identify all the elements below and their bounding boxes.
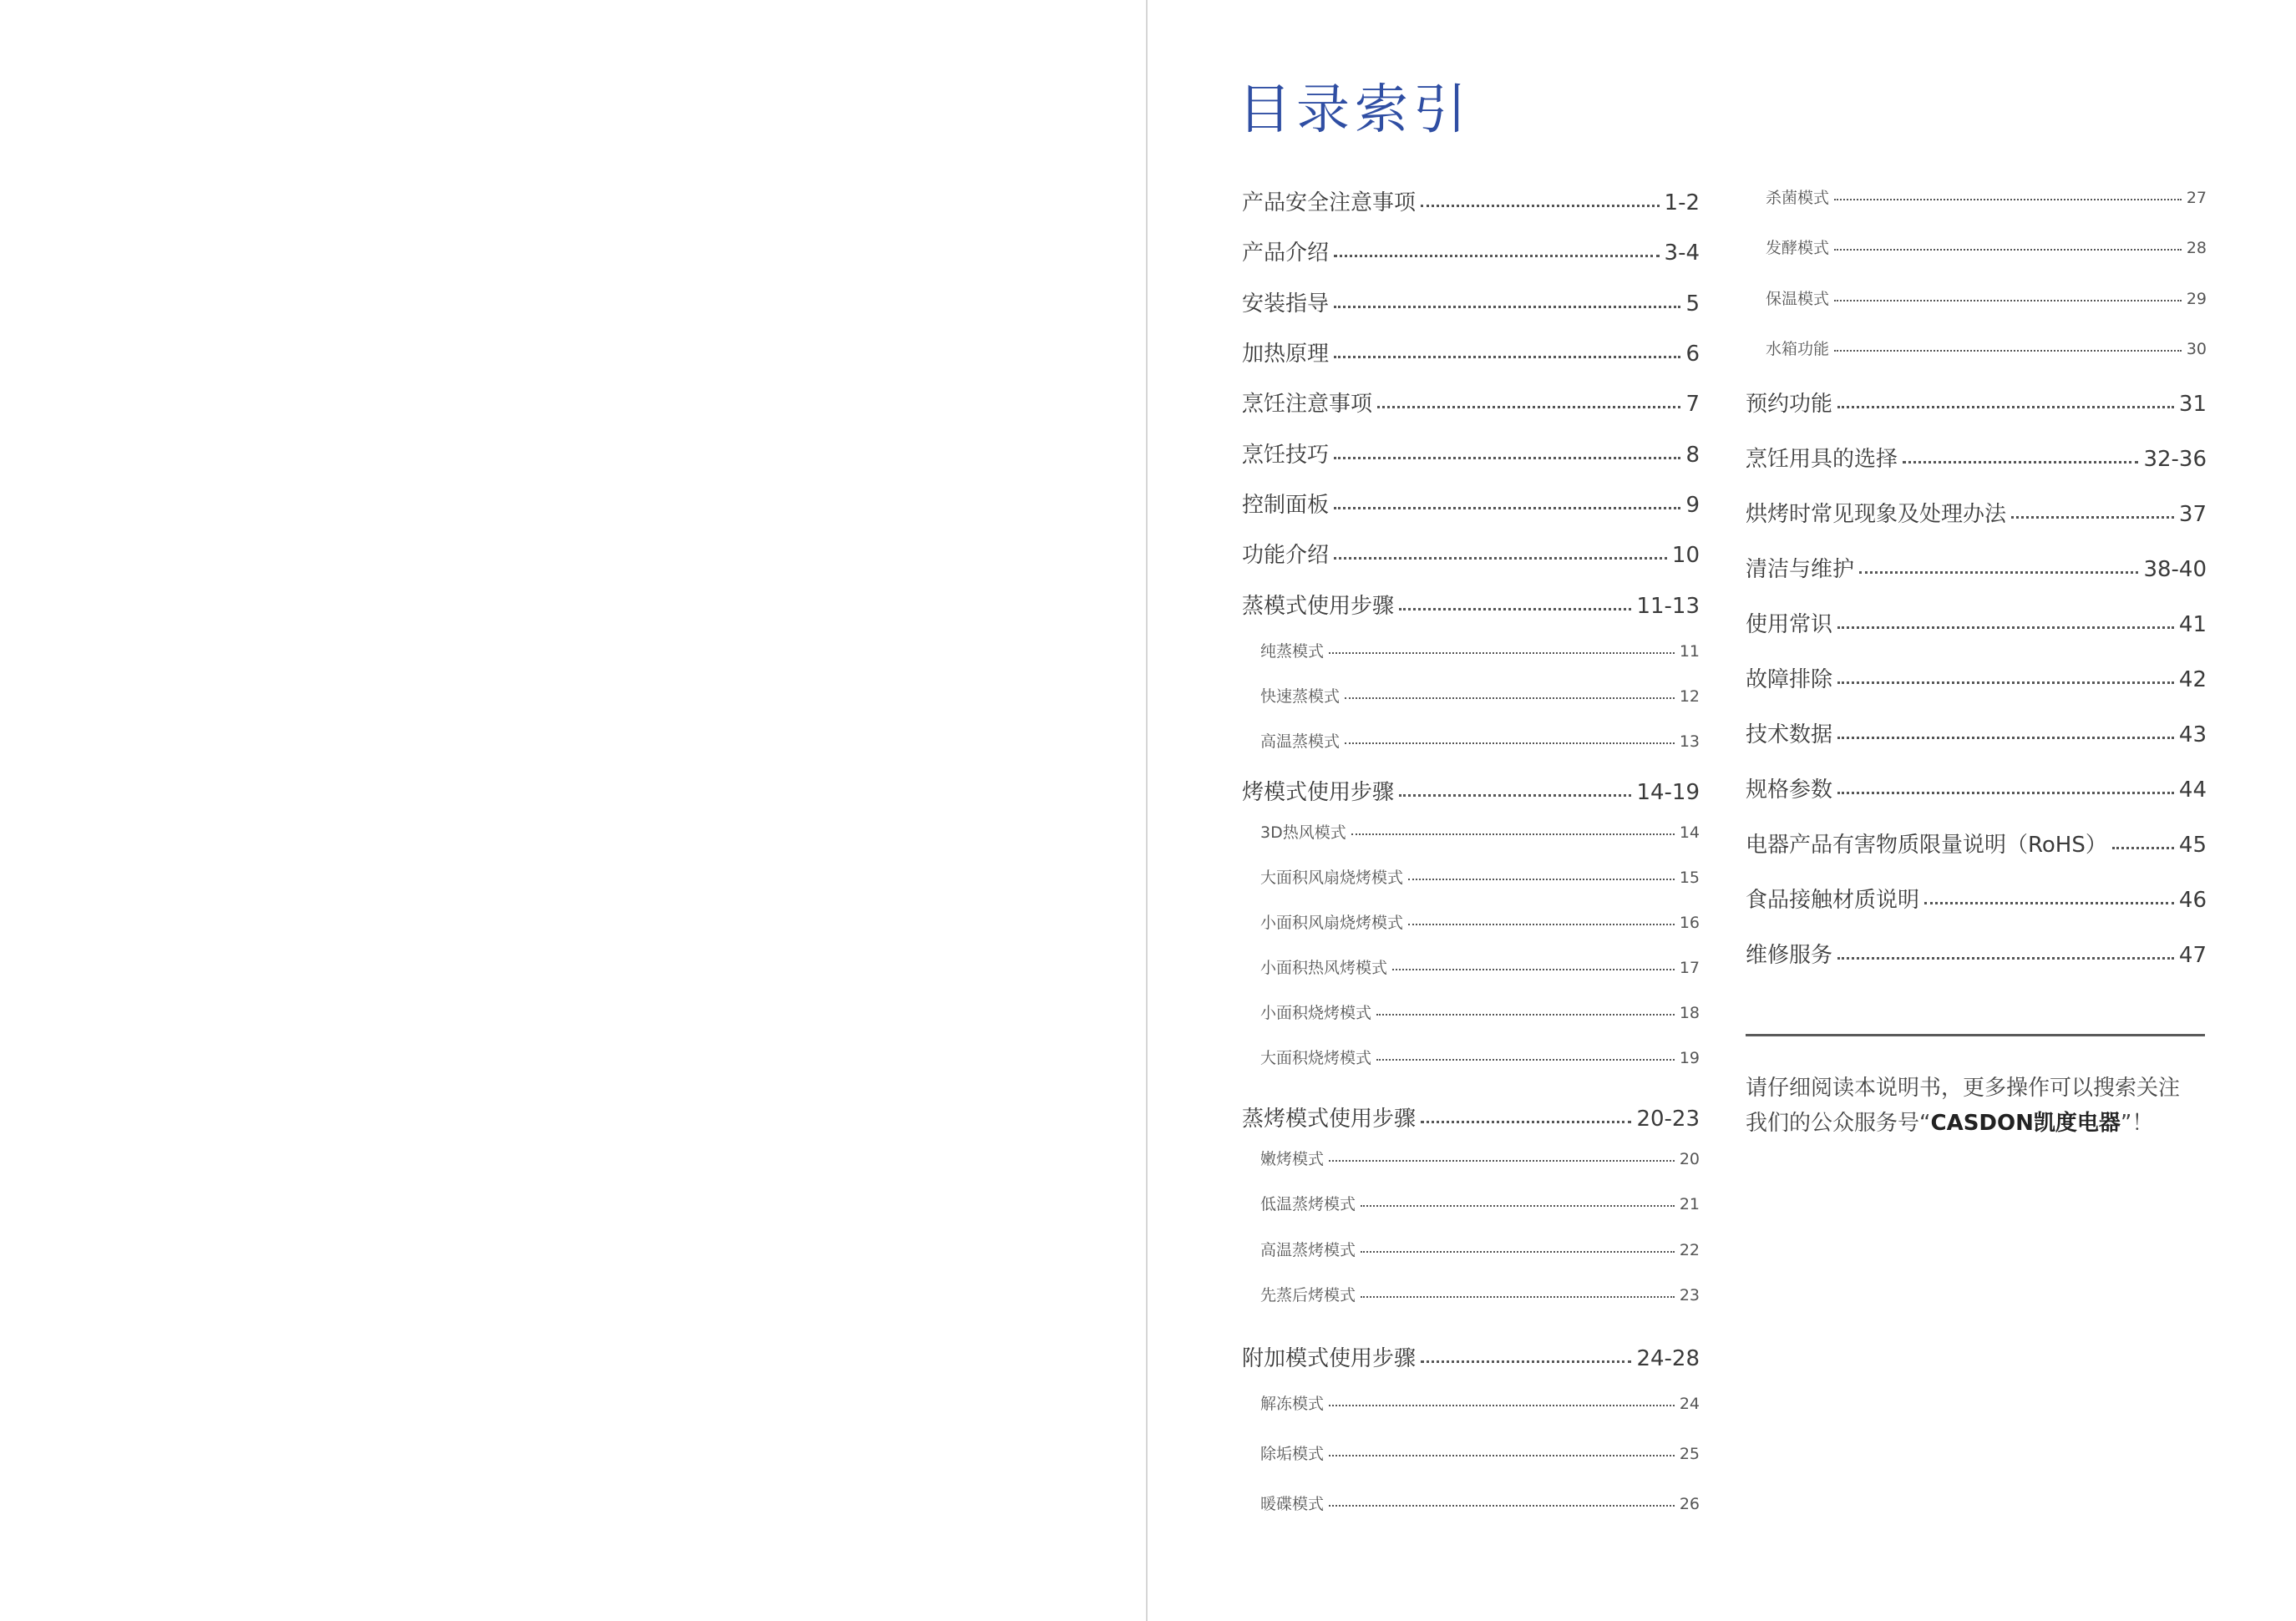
toc-entry-page: 47 [2178,943,2207,968]
brand-name: CASDON凯度电器 [1930,1111,2121,1136]
toc-entry[interactable] [1242,910,1700,933]
toc-entry[interactable] [1242,236,1700,266]
toc-entry-page: 41 [2178,612,2207,637]
toc-entry-label: 安装指导 [1242,291,1330,317]
toc-leader-dots [1334,255,1660,257]
toc-entry-label: 发酵模式 [1766,239,1830,257]
toc-entry[interactable] [1242,1000,1700,1023]
toc-leader-dots [1334,557,1667,560]
toc-leader-dots [1834,350,2182,352]
toc-entry-page: 37 [2178,502,2207,527]
toc-entry[interactable] [1746,662,2207,693]
toc-entry[interactable] [1242,185,1700,216]
toc-entry-label: 技术数据 [1746,722,1833,747]
toc-entry[interactable] [1746,442,2207,473]
toc-entry-label: 烹饪用具的选择 [1746,447,1898,472]
toc-leader-dots [1837,792,2174,794]
toc-entry-page: 25 [1679,1445,1700,1463]
toc-leader-dots [1361,1205,1675,1207]
toc-entry[interactable] [1242,538,1700,569]
toc-entry[interactable] [1746,717,2207,748]
toc-entry[interactable] [1242,820,1700,843]
toc-entry-label: 预约功能 [1746,392,1833,417]
toc-leader-dots [2011,516,2174,519]
toc-leader-dots [1392,969,1675,970]
toc-entry[interactable] [1242,639,1700,661]
toc-entry-label: 烹饪技巧 [1242,443,1330,468]
toc-entry[interactable] [1242,1283,1700,1305]
toc-leader-dots [1421,1121,1631,1123]
toc-leader-dots [1837,626,2174,629]
toc-entry-page: 20-23 [1636,1107,1700,1132]
toc-entry[interactable] [1242,387,1700,418]
toc-entry-page: 28 [2186,239,2207,257]
toc-entry-label: 烤模式使用步骤 [1242,780,1395,805]
toc-entry-page: 13 [1679,732,1700,751]
toc-leader-dots [1408,924,1675,925]
toc-leader-dots [1408,879,1675,880]
toc-entry[interactable] [1242,775,1700,806]
toc-entry-label: 烹饪注意事项 [1242,392,1373,417]
toc-leader-dots [1345,697,1675,699]
toc-leader-dots [1345,742,1675,744]
toc-entry-label: 产品介绍 [1242,241,1330,266]
toc-entry[interactable] [1242,1238,1700,1260]
toc-entry-label: 规格参数 [1746,778,1833,803]
toc-entry-page: 29 [2186,290,2207,308]
toc-entry-page: 3-4 [1664,241,1700,266]
toc-entry[interactable] [1746,938,2207,969]
note-line2-prefix: 我们的公众服务号“ [1746,1111,1931,1136]
toc-entry-label: 使用常识 [1746,612,1833,637]
toc-entry[interactable] [1242,1391,1700,1414]
toc-entry-label: 纯蒸模式 [1260,642,1325,661]
toc-entry[interactable] [1242,1147,1700,1169]
toc-leader-dots [1376,1014,1675,1016]
toc-title: 目录索引 [1238,79,1472,141]
toc-entry-label: 小面积风扇烧烤模式 [1260,914,1404,932]
note-divider [1746,1034,2205,1036]
toc-entry-label: 故障排除 [1746,667,1833,692]
toc-entry-label: 清洁与维护 [1746,557,1855,582]
toc-entry-label: 大面积风扇烧烤模式 [1260,869,1404,887]
toc-entry[interactable] [1242,488,1700,519]
toc-leader-dots [1329,1505,1675,1507]
toc-leader-dots [1361,1296,1675,1298]
toc-leader-dots [1421,205,1660,207]
toc-entry-page: 11 [1679,642,1700,661]
toc-leader-dots [1334,507,1680,509]
toc-entry-page: 31 [2178,392,2207,417]
toc-entry[interactable] [1242,1441,1700,1464]
toc-entry-page: 46 [2178,888,2207,913]
toc-entry[interactable] [1746,883,2207,914]
toc-entry-label: 除垢模式 [1260,1445,1325,1463]
toc-entry[interactable] [1746,497,2207,528]
toc-leader-dots [1834,300,2182,301]
toc-entry-label: 低温蒸烤模式 [1260,1195,1356,1213]
toc-entry-page: 15 [1679,869,1700,887]
toc-entry-page: 22 [1679,1241,1700,1259]
toc-entry[interactable] [1242,337,1700,367]
toc-entry[interactable] [1242,684,1700,707]
toc-entry-page: 32-36 [2143,447,2207,472]
toc-entry-label: 小面积烧烤模式 [1260,1004,1372,1022]
toc-entry-page: 23 [1679,1286,1700,1304]
toc-entry[interactable] [1242,729,1700,752]
toc-leader-dots [1399,794,1631,797]
toc-entry-label: 烘烤时常见现象及处理办法 [1746,502,2007,527]
toc-leader-dots [1837,737,2174,739]
toc-entry-page: 26 [1679,1495,1700,1513]
toc-entry-label: 保温模式 [1766,290,1830,308]
toc-entry-page: 42 [2178,667,2207,692]
toc-leader-dots [1837,681,2174,684]
toc-entry-label: 控制面板 [1242,493,1330,518]
toc-entry-page: 21 [1679,1195,1700,1213]
toc-entry-label: 小面积热风烤模式 [1260,959,1388,977]
toc-entry[interactable] [1242,1102,1700,1132]
toc-entry-page: 30 [2186,340,2207,358]
toc-entry-page: 24-28 [1636,1346,1700,1371]
toc-leader-dots [1837,957,2174,960]
toc-entry-page: 27 [2186,189,2207,207]
toc-entry-label: 解冻模式 [1260,1395,1325,1413]
toc-entry-page: 24 [1679,1395,1700,1413]
toc-entry[interactable] [1242,286,1700,317]
toc-leader-dots [1924,902,2174,904]
toc-leader-dots [1334,457,1680,459]
toc-entry[interactable] [1242,1492,1700,1514]
toc-leader-dots [1329,1405,1675,1406]
toc-entry-page: 19 [1679,1049,1700,1067]
toc-entry[interactable] [1746,236,2207,258]
toc-entry-page: 16 [1679,914,1700,932]
toc-entry-page: 1-2 [1664,190,1700,215]
toc-leader-dots [1329,1160,1675,1162]
toc-entry-label: 高温蒸模式 [1260,732,1341,751]
toc-entry[interactable] [1746,828,2207,859]
toc-entry[interactable] [1242,1341,1700,1372]
toc-entry-page: 12 [1679,687,1700,706]
toc-entry-page: 20 [1679,1150,1700,1168]
toc-entry[interactable] [1746,607,2207,638]
toc-entry-page: 44 [2178,778,2207,803]
toc-entry[interactable] [1242,1192,1700,1214]
toc-entry-page: 8 [1685,443,1700,468]
toc-entry-label: 产品安全注意事项 [1242,190,1417,215]
toc-entry-label: 3D热风模式 [1260,823,1346,842]
toc-leader-dots [1377,406,1680,408]
toc-entry-page: 14 [1679,823,1700,842]
toc-leader-dots [1837,406,2174,408]
toc-entry[interactable] [1746,185,2207,208]
toc-leader-dots [1859,571,2138,574]
toc-leader-dots [1329,652,1675,654]
toc-entry-page: 14-19 [1636,780,1700,805]
toc-entry-page: 7 [1685,392,1700,417]
toc-entry[interactable] [1746,773,2207,803]
toc-entry-label: 杀菌模式 [1766,189,1830,207]
toc-leader-dots [1334,356,1680,358]
toc-entry[interactable] [1746,337,2207,359]
toc-entry-page: 9 [1685,493,1700,518]
toc-leader-dots [1421,1360,1631,1363]
toc-entry-label: 高温蒸烤模式 [1260,1241,1356,1259]
note-line2-suffix: ”！ [2120,1111,2154,1136]
toc-leader-dots [1834,249,2182,251]
toc-leader-dots [1351,833,1675,835]
toc-entry[interactable] [1242,589,1700,620]
toc-leader-dots [1834,199,2182,200]
toc-entry-label: 食品接触材质说明 [1746,888,1920,913]
toc-entry-label: 附加模式使用步骤 [1242,1346,1417,1371]
note-line1: 请仔细阅读本说明书，更多操作可以搜索关注 [1746,1076,2181,1101]
toc-entry-label: 加热原理 [1242,342,1330,367]
toc-entry[interactable] [1746,387,2207,418]
toc-leader-dots [1361,1251,1675,1253]
reading-note [1746,1071,2213,1141]
toc-entry[interactable] [1746,286,2207,309]
toc-leader-dots [1334,306,1680,308]
toc-entry-label: 先蒸后烤模式 [1260,1286,1356,1304]
toc-leader-dots [2112,847,2174,849]
toc-leader-dots [1376,1059,1675,1061]
toc-entry-page: 10 [1671,543,1700,568]
toc-entry-label: 快速蒸模式 [1260,687,1341,706]
toc-entry-label: 电器产品有害物质限量说明（RoHS） [1746,833,2107,858]
toc-entry-page: 43 [2178,722,2207,747]
toc-entry-page: 18 [1679,1004,1700,1022]
toc-leader-dots [1329,1455,1675,1456]
toc-leader-dots [1903,461,2138,464]
toc-entry-label: 蒸模式使用步骤 [1242,594,1395,619]
toc-entry-page: 17 [1679,959,1700,977]
toc-entry[interactable] [1242,1046,1700,1068]
toc-entry[interactable] [1242,865,1700,888]
toc-entry-label: 功能介绍 [1242,543,1330,568]
toc-entry[interactable] [1242,438,1700,469]
toc-entry-label: 嫩烤模式 [1260,1150,1325,1168]
toc-entry-page: 5 [1685,291,1700,317]
toc-entry-label: 蒸烤模式使用步骤 [1242,1107,1417,1132]
toc-entry-label: 维修服务 [1746,943,1833,968]
toc-entry-label: 大面积烧烤模式 [1260,1049,1372,1067]
toc-entry-page: 6 [1685,342,1700,367]
toc-leader-dots [1399,608,1631,610]
toc-entry-label: 暖碟模式 [1260,1495,1325,1513]
toc-entry[interactable] [1242,955,1700,978]
toc-entry-page: 38-40 [2143,557,2207,582]
toc-entry-page: 45 [2178,833,2207,858]
toc-entry-page: 11-13 [1636,594,1700,619]
toc-entry[interactable] [1746,552,2207,583]
toc-entry-label: 水箱功能 [1766,340,1830,358]
